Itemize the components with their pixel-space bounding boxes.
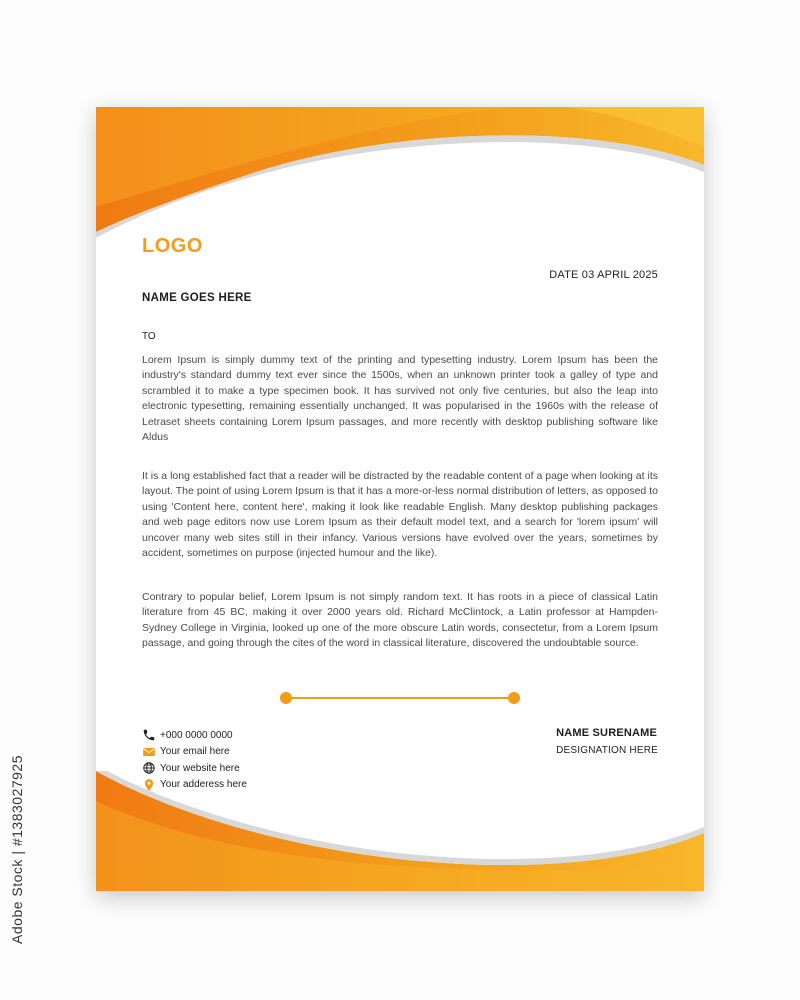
contact-website-row bbox=[142, 760, 247, 777]
contact-block bbox=[142, 727, 247, 793]
contact-email-row bbox=[142, 744, 247, 761]
logo-text: LOGO bbox=[142, 235, 203, 257]
contact-website: Your website here bbox=[160, 762, 240, 774]
body-paragraph-2: It is a long established fact that a reader will be distracted by the readable content of a page when looking at its layout. The point of using Lorem Ipsum is that it has a more-or-less normal distribution of letters, as opposed to using 'Content here, content here', making it look like readable English. Many desktop publishing packages and web page editors now use Lorem Ipsum as their default model text, and a search for 'lorem ipsum' will uncover many web sites still in their infancy. Various versions have evolved over the years, sometimes by accident, sometimes on purpose (injected humour and the like). bbox=[142, 470, 658, 560]
map-pin-icon bbox=[142, 778, 156, 792]
signature-name: NAME SURENAME bbox=[556, 727, 658, 739]
body-paragraph-3: Contrary to popular belief, Lorem Ipsum is not simply random text. It has roots in a piece of classical Latin literature from 45 BC, making it over 2000 years old. Richard McClintock, a Latin professor at Hampden-Sydney College in Virginia, looked up one of the more obscure Latin words, consectetur, from a Lorem Ipsum passage, and going through the cites of the word in classical literature, discovered the undoubtable source. bbox=[142, 591, 658, 650]
contact-address: Your adderess here bbox=[160, 779, 247, 791]
globe-icon bbox=[142, 761, 156, 775]
signature-block bbox=[556, 727, 658, 756]
signature-designation: DESIGNATION HERE bbox=[556, 745, 658, 756]
letterhead-page bbox=[96, 107, 704, 891]
recipient-name: NAME GOES HERE bbox=[142, 292, 252, 304]
contact-address-row bbox=[142, 777, 247, 794]
envelope-icon bbox=[142, 745, 156, 759]
contact-email: Your email here bbox=[160, 746, 230, 758]
top-orange-wave bbox=[96, 107, 704, 237]
letter-date: DATE 03 APRIL 2025 bbox=[549, 269, 658, 281]
divider-dot-left bbox=[280, 692, 292, 704]
orange-divider bbox=[280, 690, 520, 706]
stock-id-label: Adobe Stock | #1383027925 bbox=[9, 755, 25, 944]
contact-phone-row bbox=[142, 727, 247, 744]
divider-dot-right bbox=[508, 692, 520, 704]
divider-line bbox=[285, 697, 515, 699]
phone-icon bbox=[142, 728, 156, 742]
to-label: TO bbox=[142, 331, 156, 342]
body-paragraph-1: Lorem Ipsum is simply dummy text of the printing and typesetting industry. Lorem Ipsum has been the industry's standard dummy text ever since the 1500s, when an unknown printer took a galley of type and scrambled it to make a type specimen book. It has survived not only five centuries, but also the leap into electronic typesetting, remaining essentially unchanged. It was popularised in the 1960s with the release of Letraset sheets containing Lorem Ipsum passages, and more recently with desktop publishing software like Aldus bbox=[142, 354, 658, 444]
contact-phone: +000 0000 0000 bbox=[160, 729, 233, 741]
